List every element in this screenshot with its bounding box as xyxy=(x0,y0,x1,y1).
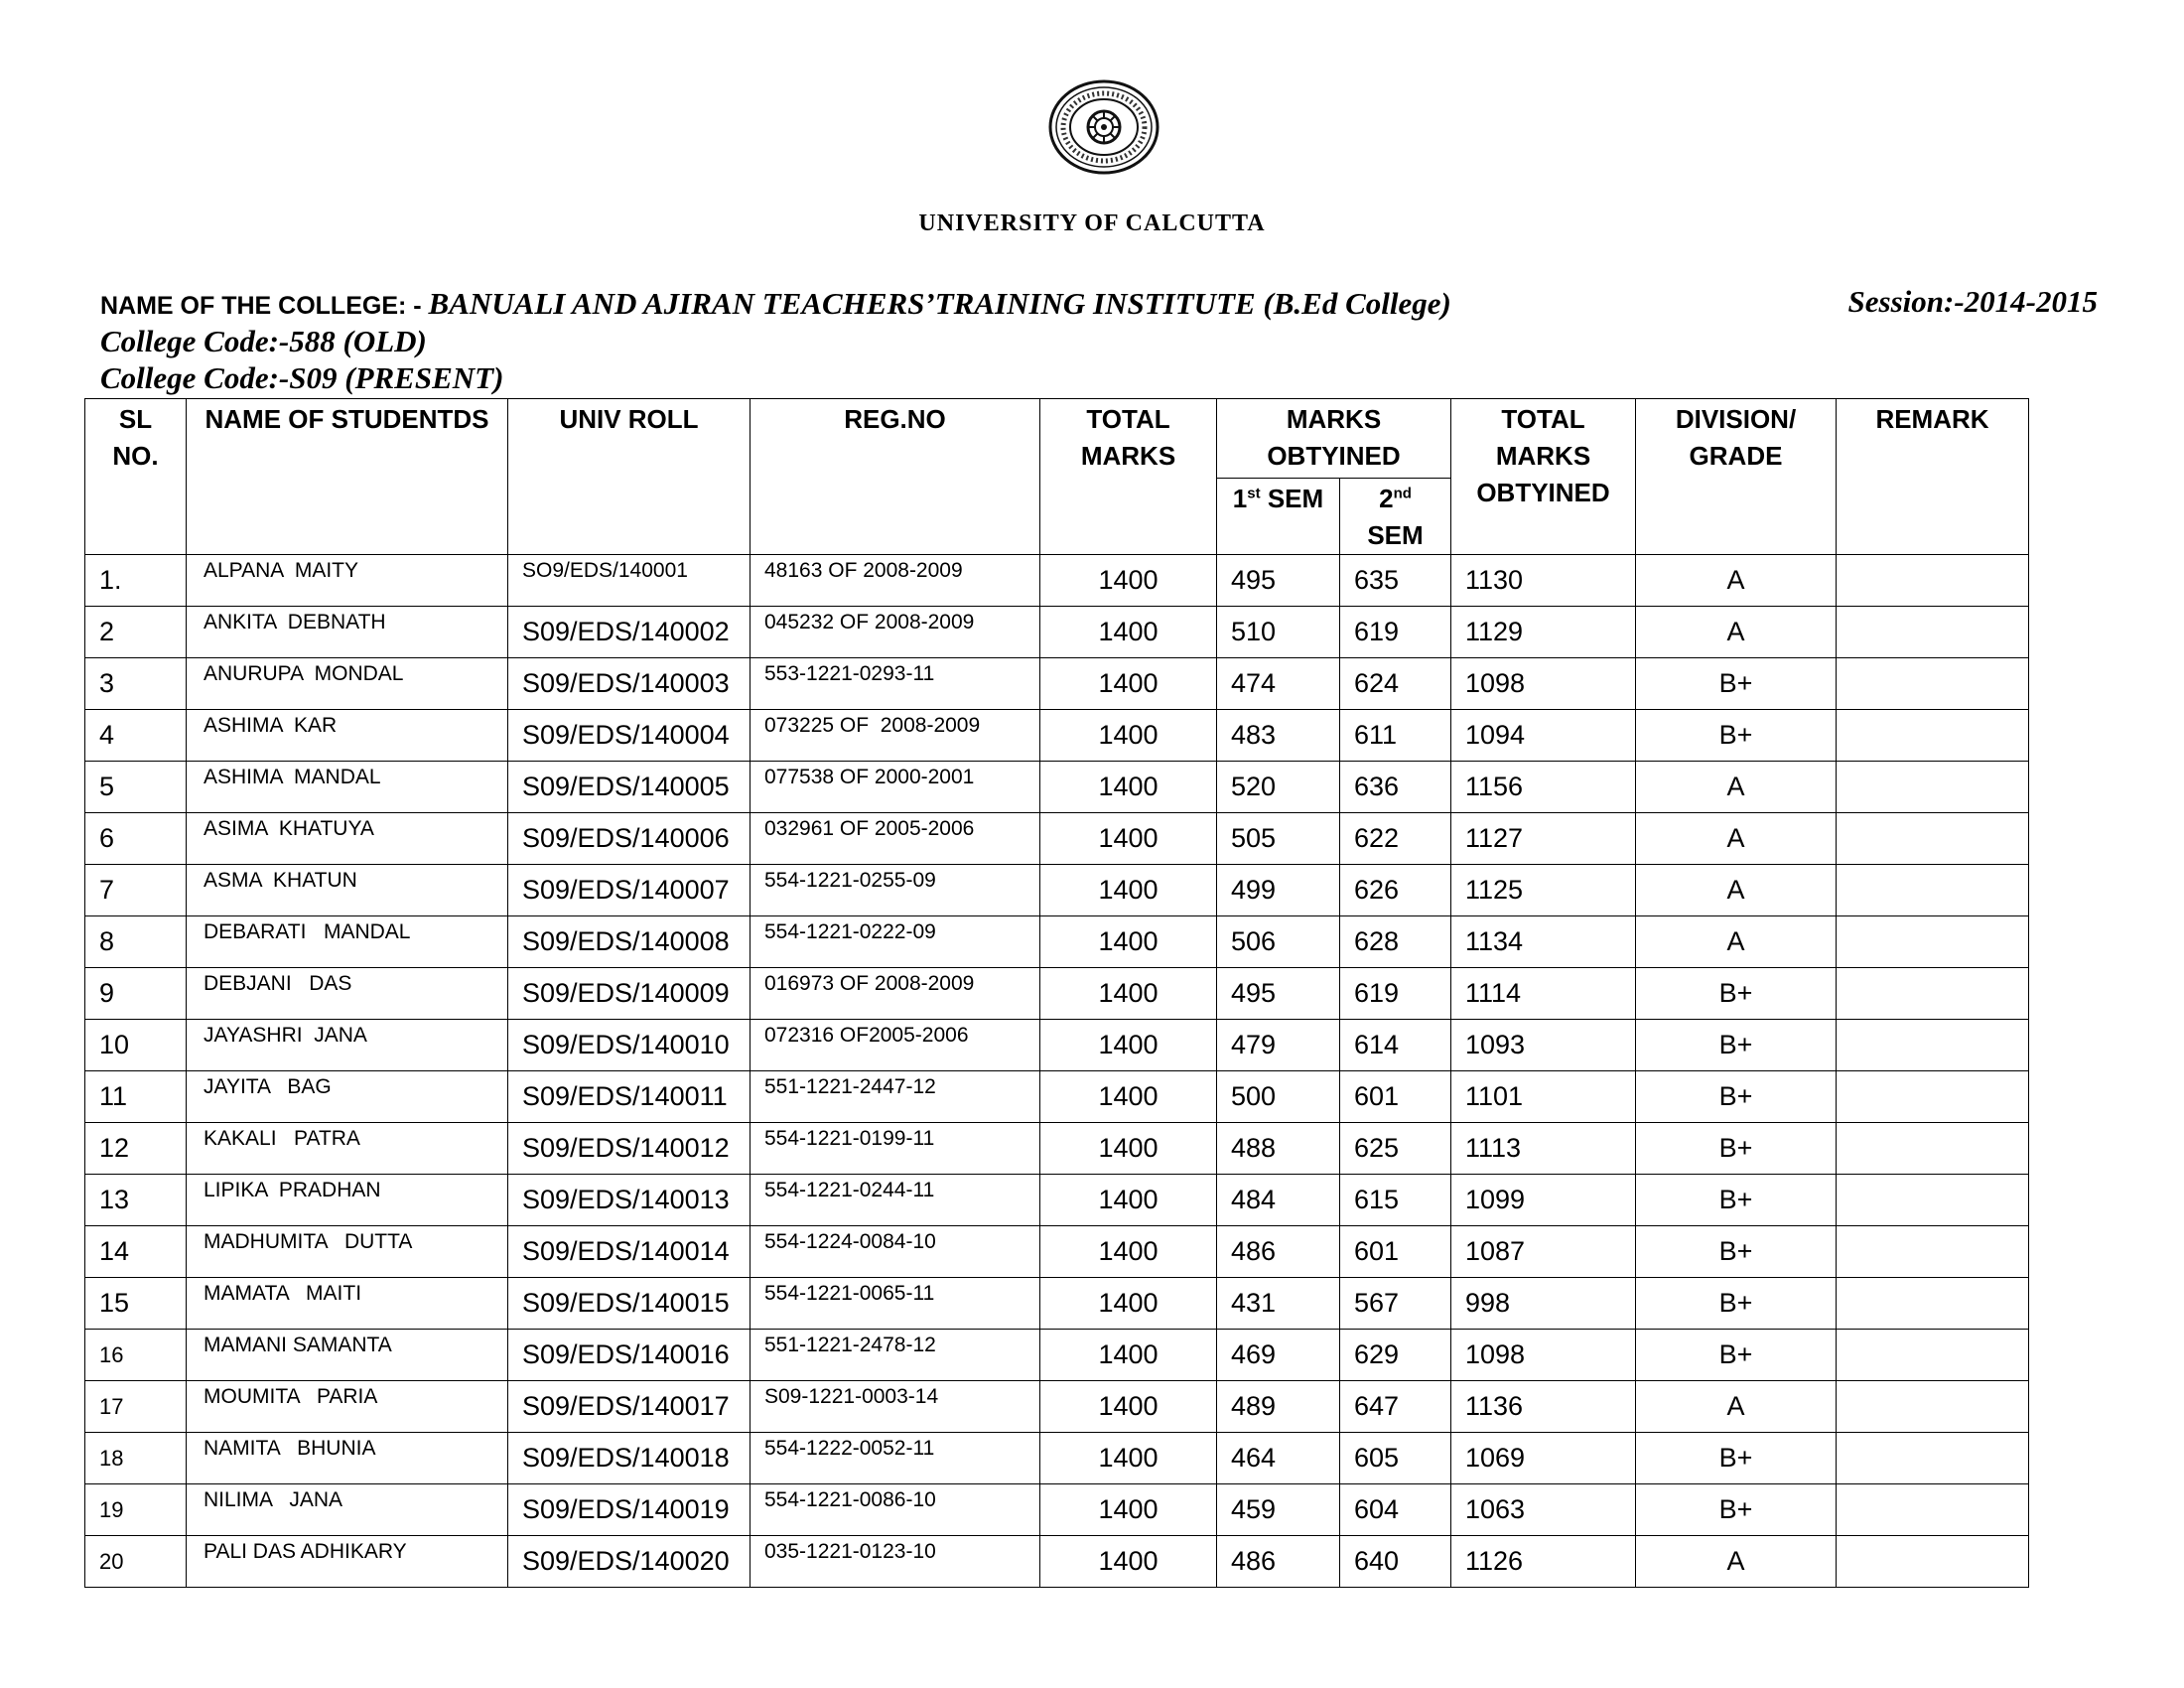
cell-remark xyxy=(1837,658,2029,710)
cell-grade: B+ xyxy=(1636,1484,1837,1536)
cell-sl-no: 17 xyxy=(85,1381,187,1433)
cell-total-obtained: 1136 xyxy=(1451,1381,1636,1433)
header-sl-no: SL NO. xyxy=(85,399,187,555)
header-univ-roll: UNIV ROLL xyxy=(508,399,751,555)
table-row xyxy=(85,1123,2029,1175)
cell-remark xyxy=(1837,1226,2029,1278)
cell-grade: A xyxy=(1636,607,1837,658)
cell-total-obtained: 1087 xyxy=(1451,1226,1636,1278)
cell-sl-no: 20 xyxy=(85,1536,187,1588)
cell-univ-roll: S09/EDS/140005 xyxy=(508,762,751,813)
cell-reg-no: 035-1221-0123-10 xyxy=(751,1536,1040,1588)
cell-sl-no: 13 xyxy=(85,1175,187,1226)
cell-grade: B+ xyxy=(1636,658,1837,710)
table-row xyxy=(85,762,2029,813)
results-table xyxy=(84,398,2029,1588)
cell-total-obtained: 1156 xyxy=(1451,762,1636,813)
cell-univ-roll: S09/EDS/140012 xyxy=(508,1123,751,1175)
cell-univ-roll: S09/EDS/140016 xyxy=(508,1330,751,1381)
cell-remark xyxy=(1837,916,2029,968)
cell-student-name: ASHIMA MANDAL xyxy=(187,762,508,813)
cell-sem1-marks: 505 xyxy=(1217,813,1340,865)
cell-sem2-marks: 604 xyxy=(1340,1484,1451,1536)
cell-sem2-marks: 625 xyxy=(1340,1123,1451,1175)
cell-remark xyxy=(1837,1330,2029,1381)
cell-total-marks: 1400 xyxy=(1040,762,1217,813)
cell-total-obtained: 998 xyxy=(1451,1278,1636,1330)
cell-reg-no: S09-1221-0003-14 xyxy=(751,1381,1040,1433)
cell-univ-roll: S09/EDS/140015 xyxy=(508,1278,751,1330)
cell-student-name: DEBARATI MANDAL xyxy=(187,916,508,968)
cell-univ-roll: S09/EDS/140004 xyxy=(508,710,751,762)
table-row xyxy=(85,1226,2029,1278)
cell-univ-roll: S09/EDS/140019 xyxy=(508,1484,751,1536)
table-row xyxy=(85,1381,2029,1433)
cell-grade: A xyxy=(1636,762,1837,813)
cell-total-marks: 1400 xyxy=(1040,1123,1217,1175)
cell-remark xyxy=(1837,968,2029,1020)
cell-sl-no: 10 xyxy=(85,1020,187,1071)
cell-student-name: MOUMITA PARIA xyxy=(187,1381,508,1433)
cell-sem2-marks: 601 xyxy=(1340,1226,1451,1278)
cell-remark xyxy=(1837,762,2029,813)
cell-sem1-marks: 489 xyxy=(1217,1381,1340,1433)
cell-sem2-marks: 615 xyxy=(1340,1175,1451,1226)
cell-sl-no: 5 xyxy=(85,762,187,813)
cell-grade: B+ xyxy=(1636,710,1837,762)
cell-reg-no: 553-1221-0293-11 xyxy=(751,658,1040,710)
cell-total-obtained: 1069 xyxy=(1451,1433,1636,1484)
cell-reg-no: 077538 OF 2000-2001 xyxy=(751,762,1040,813)
table-row xyxy=(85,710,2029,762)
cell-student-name: PALI DAS ADHIKARY xyxy=(187,1536,508,1588)
cell-univ-roll: S09/EDS/140020 xyxy=(508,1536,751,1588)
cell-sem1-marks: 495 xyxy=(1217,968,1340,1020)
cell-reg-no: 554-1222-0052-11 xyxy=(751,1433,1040,1484)
cell-grade: B+ xyxy=(1636,1226,1837,1278)
header-remark: REMARK xyxy=(1837,399,2029,555)
cell-sem1-marks: 499 xyxy=(1217,865,1340,916)
header-student-name: NAME OF STUDENTDS xyxy=(187,399,508,555)
cell-reg-no: 072316 OF2005-2006 xyxy=(751,1020,1040,1071)
table-header-row xyxy=(85,399,2029,479)
cell-student-name: ANURUPA MONDAL xyxy=(187,658,508,710)
table-row xyxy=(85,555,2029,607)
cell-total-marks: 1400 xyxy=(1040,1330,1217,1381)
header-2nd-sem: 2nd SEM xyxy=(1340,479,1451,555)
header-1st-sem: 1st SEM xyxy=(1217,479,1340,555)
cell-sl-no: 18 xyxy=(85,1433,187,1484)
cell-univ-roll: S09/EDS/140010 xyxy=(508,1020,751,1071)
cell-reg-no: 554-1221-0065-11 xyxy=(751,1278,1040,1330)
cell-total-obtained: 1101 xyxy=(1451,1071,1636,1123)
cell-total-obtained: 1114 xyxy=(1451,968,1636,1020)
table-row xyxy=(85,607,2029,658)
cell-total-obtained: 1126 xyxy=(1451,1536,1636,1588)
cell-sl-no: 12 xyxy=(85,1123,187,1175)
table-row xyxy=(85,813,2029,865)
cell-univ-roll: S09/EDS/140009 xyxy=(508,968,751,1020)
cell-remark xyxy=(1837,1123,2029,1175)
cell-total-marks: 1400 xyxy=(1040,813,1217,865)
cell-sem2-marks: 635 xyxy=(1340,555,1451,607)
cell-univ-roll: S09/EDS/140002 xyxy=(508,607,751,658)
cell-univ-roll: S09/EDS/140008 xyxy=(508,916,751,968)
cell-grade: A xyxy=(1636,865,1837,916)
cell-sem2-marks: 629 xyxy=(1340,1330,1451,1381)
cell-sem1-marks: 510 xyxy=(1217,607,1340,658)
cell-student-name: JAYASHRI JANA xyxy=(187,1020,508,1071)
cell-reg-no: 016973 OF 2008-2009 xyxy=(751,968,1040,1020)
cell-remark xyxy=(1837,1536,2029,1588)
college-label: NAME OF THE COLLEGE: - xyxy=(100,292,429,320)
cell-total-obtained: 1094 xyxy=(1451,710,1636,762)
cell-reg-no: 554-1221-0244-11 xyxy=(751,1175,1040,1226)
cell-total-obtained: 1127 xyxy=(1451,813,1636,865)
cell-grade: A xyxy=(1636,916,1837,968)
college-code-present: College Code:-S09 (PRESENT) xyxy=(100,360,504,395)
cell-total-obtained: 1134 xyxy=(1451,916,1636,968)
cell-univ-roll: S09/EDS/140011 xyxy=(508,1071,751,1123)
cell-grade: B+ xyxy=(1636,1123,1837,1175)
cell-sl-no: 14 xyxy=(85,1226,187,1278)
cell-grade: B+ xyxy=(1636,1433,1837,1484)
cell-sl-no: 19 xyxy=(85,1484,187,1536)
cell-remark xyxy=(1837,1020,2029,1071)
cell-student-name: KAKALI PATRA xyxy=(187,1123,508,1175)
cell-reg-no: 554-1221-0086-10 xyxy=(751,1484,1040,1536)
cell-sl-no: 6 xyxy=(85,813,187,865)
header-marks-obtained: MARKS OBTYINED xyxy=(1217,399,1451,479)
cell-univ-roll: S09/EDS/140007 xyxy=(508,865,751,916)
cell-sl-no: 4 xyxy=(85,710,187,762)
cell-total-marks: 1400 xyxy=(1040,1381,1217,1433)
cell-total-marks: 1400 xyxy=(1040,658,1217,710)
cell-univ-roll: S09/EDS/140014 xyxy=(508,1226,751,1278)
table-row xyxy=(85,1175,2029,1226)
cell-grade: B+ xyxy=(1636,1020,1837,1071)
table-row xyxy=(85,968,2029,1020)
cell-sem2-marks: 647 xyxy=(1340,1381,1451,1433)
cell-remark xyxy=(1837,555,2029,607)
cell-sem2-marks: 624 xyxy=(1340,658,1451,710)
cell-remark xyxy=(1837,710,2029,762)
cell-total-marks: 1400 xyxy=(1040,1484,1217,1536)
cell-sem2-marks: 626 xyxy=(1340,865,1451,916)
table-row xyxy=(85,865,2029,916)
cell-sl-no: 1. xyxy=(85,555,187,607)
cell-total-obtained: 1113 xyxy=(1451,1123,1636,1175)
session: Session:-2014-2015 xyxy=(1847,284,2098,319)
cell-grade: A xyxy=(1636,813,1837,865)
cell-sem1-marks: 483 xyxy=(1217,710,1340,762)
table-row xyxy=(85,1020,2029,1071)
cell-reg-no: 551-1221-2478-12 xyxy=(751,1330,1040,1381)
cell-total-obtained: 1130 xyxy=(1451,555,1636,607)
cell-remark xyxy=(1837,1381,2029,1433)
cell-student-name: DEBJANI DAS xyxy=(187,968,508,1020)
cell-sem1-marks: 474 xyxy=(1217,658,1340,710)
cell-sl-no: 7 xyxy=(85,865,187,916)
cell-reg-no: 554-1221-0222-09 xyxy=(751,916,1040,968)
header-total-marks: TOTAL MARKS xyxy=(1040,399,1217,555)
cell-sem1-marks: 464 xyxy=(1217,1433,1340,1484)
cell-sl-no: 11 xyxy=(85,1071,187,1123)
table-row xyxy=(85,1330,2029,1381)
cell-total-obtained: 1063 xyxy=(1451,1484,1636,1536)
cell-total-marks: 1400 xyxy=(1040,555,1217,607)
cell-grade: B+ xyxy=(1636,1071,1837,1123)
cell-grade: B+ xyxy=(1636,1330,1837,1381)
cell-grade: B+ xyxy=(1636,1278,1837,1330)
cell-grade: B+ xyxy=(1636,1175,1837,1226)
cell-student-name: NILIMA JANA xyxy=(187,1484,508,1536)
cell-total-obtained: 1098 xyxy=(1451,658,1636,710)
cell-sem2-marks: 628 xyxy=(1340,916,1451,968)
cell-student-name: JAYITA BAG xyxy=(187,1071,508,1123)
cell-total-marks: 1400 xyxy=(1040,1226,1217,1278)
cell-univ-roll: S09/EDS/140003 xyxy=(508,658,751,710)
cell-sem1-marks: 484 xyxy=(1217,1175,1340,1226)
cell-sem1-marks: 486 xyxy=(1217,1536,1340,1588)
cell-univ-roll: S09/EDS/140018 xyxy=(508,1433,751,1484)
cell-sem1-marks: 506 xyxy=(1217,916,1340,968)
cell-student-name: LIPIKA PRADHAN xyxy=(187,1175,508,1226)
cell-remark xyxy=(1837,1071,2029,1123)
cell-sl-no: 2 xyxy=(85,607,187,658)
table-row xyxy=(85,916,2029,968)
cell-remark xyxy=(1837,1175,2029,1226)
cell-sem2-marks: 640 xyxy=(1340,1536,1451,1588)
cell-sem2-marks: 622 xyxy=(1340,813,1451,865)
cell-sem1-marks: 520 xyxy=(1217,762,1340,813)
cell-sem1-marks: 459 xyxy=(1217,1484,1340,1536)
cell-sem1-marks: 469 xyxy=(1217,1330,1340,1381)
table-row xyxy=(85,1278,2029,1330)
cell-student-name: NAMITA BHUNIA xyxy=(187,1433,508,1484)
cell-remark xyxy=(1837,1433,2029,1484)
cell-grade: A xyxy=(1636,1381,1837,1433)
cell-remark xyxy=(1837,1278,2029,1330)
cell-sem1-marks: 431 xyxy=(1217,1278,1340,1330)
cell-total-obtained: 1099 xyxy=(1451,1175,1636,1226)
cell-remark xyxy=(1837,813,2029,865)
cell-remark xyxy=(1837,865,2029,916)
cell-total-marks: 1400 xyxy=(1040,1278,1217,1330)
cell-total-obtained: 1129 xyxy=(1451,607,1636,658)
cell-student-name: MAMATA MAITI xyxy=(187,1278,508,1330)
cell-sem2-marks: 605 xyxy=(1340,1433,1451,1484)
cell-sl-no: 15 xyxy=(85,1278,187,1330)
cell-sem2-marks: 619 xyxy=(1340,968,1451,1020)
cell-total-marks: 1400 xyxy=(1040,916,1217,968)
cell-student-name: MADHUMITA DUTTA xyxy=(187,1226,508,1278)
cell-univ-roll: S09/EDS/140017 xyxy=(508,1381,751,1433)
cell-total-marks: 1400 xyxy=(1040,1175,1217,1226)
cell-univ-roll: S09/EDS/140013 xyxy=(508,1175,751,1226)
cell-sl-no: 3 xyxy=(85,658,187,710)
cell-univ-roll: SO9/EDS/140001 xyxy=(508,555,751,607)
cell-sl-no: 16 xyxy=(85,1330,187,1381)
university-seal-logo xyxy=(1048,79,1160,175)
cell-sem1-marks: 486 xyxy=(1217,1226,1340,1278)
header-division-grade: DIVISION/ GRADE xyxy=(1636,399,1837,555)
cell-sem1-marks: 500 xyxy=(1217,1071,1340,1123)
university-name: UNIVERSITY OF CALCUTTA xyxy=(918,211,1266,236)
cell-total-marks: 1400 xyxy=(1040,1536,1217,1588)
cell-sem1-marks: 488 xyxy=(1217,1123,1340,1175)
cell-sem2-marks: 567 xyxy=(1340,1278,1451,1330)
cell-student-name: ANKITA DEBNATH xyxy=(187,607,508,658)
table-row xyxy=(85,658,2029,710)
cell-sl-no: 8 xyxy=(85,916,187,968)
cell-total-marks: 1400 xyxy=(1040,968,1217,1020)
table-row xyxy=(85,1484,2029,1536)
cell-grade: A xyxy=(1636,1536,1837,1588)
cell-total-obtained: 1125 xyxy=(1451,865,1636,916)
cell-grade: A xyxy=(1636,555,1837,607)
cell-remark xyxy=(1837,1484,2029,1536)
college-name-line xyxy=(100,286,1451,322)
cell-student-name: MAMANI SAMANTA xyxy=(187,1330,508,1381)
cell-total-marks: 1400 xyxy=(1040,1071,1217,1123)
cell-reg-no: 554-1224-0084-10 xyxy=(751,1226,1040,1278)
table-body xyxy=(85,555,2029,1588)
cell-sem2-marks: 601 xyxy=(1340,1071,1451,1123)
table-row xyxy=(85,1433,2029,1484)
cell-total-obtained: 1093 xyxy=(1451,1020,1636,1071)
cell-sem2-marks: 619 xyxy=(1340,607,1451,658)
header-reg-no: REG.NO xyxy=(751,399,1040,555)
cell-sem2-marks: 636 xyxy=(1340,762,1451,813)
table-row xyxy=(85,1071,2029,1123)
cell-sem2-marks: 611 xyxy=(1340,710,1451,762)
cell-sem2-marks: 614 xyxy=(1340,1020,1451,1071)
cell-reg-no: 48163 OF 2008-2009 xyxy=(751,555,1040,607)
cell-student-name: ASIMA KHATUYA xyxy=(187,813,508,865)
cell-total-obtained: 1098 xyxy=(1451,1330,1636,1381)
cell-univ-roll: S09/EDS/140006 xyxy=(508,813,751,865)
cell-student-name: ALPANA MAITY xyxy=(187,555,508,607)
cell-total-marks: 1400 xyxy=(1040,710,1217,762)
table-row xyxy=(85,1536,2029,1588)
cell-sl-no: 9 xyxy=(85,968,187,1020)
cell-student-name: ASMA KHATUN xyxy=(187,865,508,916)
cell-sem1-marks: 479 xyxy=(1217,1020,1340,1071)
cell-reg-no: 551-1221-2447-12 xyxy=(751,1071,1040,1123)
cell-total-marks: 1400 xyxy=(1040,1020,1217,1071)
cell-student-name: ASHIMA KAR xyxy=(187,710,508,762)
college-name: BANUALI AND AJIRAN TEACHERS’TRAINING INSTITUTE (B.Ed College) xyxy=(428,286,1451,321)
cell-reg-no: 045232 OF 2008-2009 xyxy=(751,607,1040,658)
cell-reg-no: 073225 OF 2008-2009 xyxy=(751,710,1040,762)
cell-total-marks: 1400 xyxy=(1040,1433,1217,1484)
cell-grade: B+ xyxy=(1636,968,1837,1020)
cell-reg-no: 032961 OF 2005-2006 xyxy=(751,813,1040,865)
cell-reg-no: 554-1221-0255-09 xyxy=(751,865,1040,916)
cell-sem1-marks: 495 xyxy=(1217,555,1340,607)
cell-reg-no: 554-1221-0199-11 xyxy=(751,1123,1040,1175)
cell-remark xyxy=(1837,607,2029,658)
cell-total-marks: 1400 xyxy=(1040,865,1217,916)
college-code-old: College Code:-588 (OLD) xyxy=(100,324,427,358)
cell-total-marks: 1400 xyxy=(1040,607,1217,658)
header-total-obtained: TOTAL MARKS OBTYINED xyxy=(1451,399,1636,555)
